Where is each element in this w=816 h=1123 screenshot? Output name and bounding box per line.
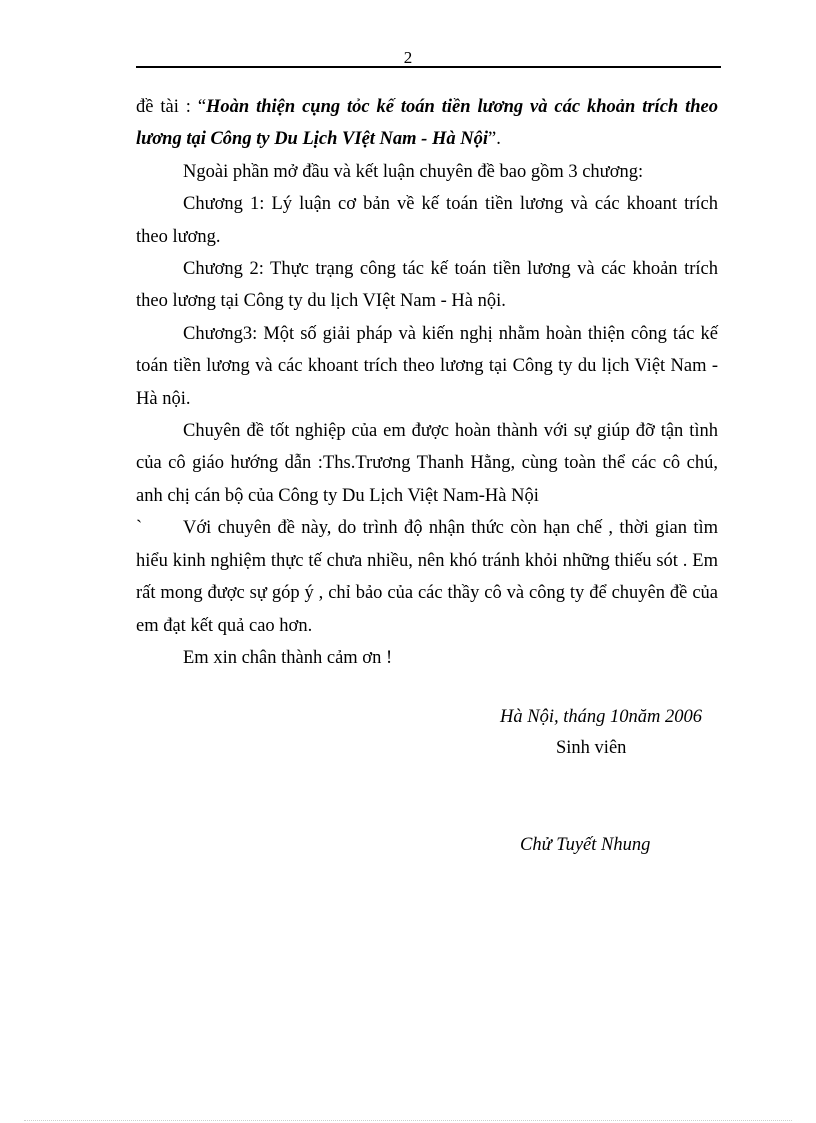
document-body <box>136 91 718 674</box>
chapter-1-paragraph: Chương 1: Lý luận cơ bản về kế toán tiền lương và các khoant trích theo lương. <box>136 194 718 247</box>
closing-paragraph <box>136 512 718 642</box>
chapter-2-paragraph: Chương 2: Thực trạng công tác kế toán tiền lương và các khoản trích theo lương tại Công ty du lịch VIệt Nam - Hà nội. <box>136 259 718 312</box>
page-number: 2 <box>403 48 413 67</box>
closing-text: Với chuyên đề này, do trình độ nhận thức còn hạn chế , thời gian tìm hiểu kinh nghiệm thực tế chưa nhiều, nên khó tránh khỏi những thiếu sót . Em rất mong được sự góp ý , chỉ bảo của các thầy cô và công ty để chuyên đề của em đạt kết quả cao hơn. <box>136 518 718 636</box>
structure-paragraph: Ngoài phần mở đầu và kết luận chuyên đề bao gồm 3 chương: <box>183 161 644 182</box>
page-bottom-border <box>24 1120 792 1121</box>
intro-prefix: đề tài : “ <box>136 97 207 117</box>
thanks-line: Em xin chân thành cảm ơn ! <box>183 647 393 668</box>
thesis-title: Hoàn thiện cụng tỏc kế toán tiền lương và các khoản trích theo lương tại Công ty Du Lịch VIệt Nam - Hà Nội <box>136 97 718 150</box>
signature-role: Sinh viên <box>556 738 627 758</box>
chapter-3-paragraph: Chương3: Một số giải pháp và kiến nghị nhằm hoàn thiện công tác kế toán tiền lương và các khoant trích theo lương tại Công ty du lịch Việt Nam - Hà nội. <box>136 323 718 409</box>
signature-date: Hà Nội, tháng 10năm 2006 <box>500 707 702 727</box>
header-rule <box>136 66 721 68</box>
intro-suffix: ”. <box>487 129 501 150</box>
acknowledgement-paragraph: Chuyên đề tốt nghiệp của em được hoàn thành với sự giúp đỡ tận tình của cô giáo hướng dẫn :Ths.Trương Thanh Hằng, cùng toàn thể các cô chú, anh chị cán bộ của Công ty Du Lịch Việt Nam-Hà Nội <box>136 421 718 506</box>
signature-name: Chử Tuyết Nhung <box>520 835 651 855</box>
stray-backtick: ` <box>136 518 143 539</box>
intro-paragraph <box>136 91 718 156</box>
